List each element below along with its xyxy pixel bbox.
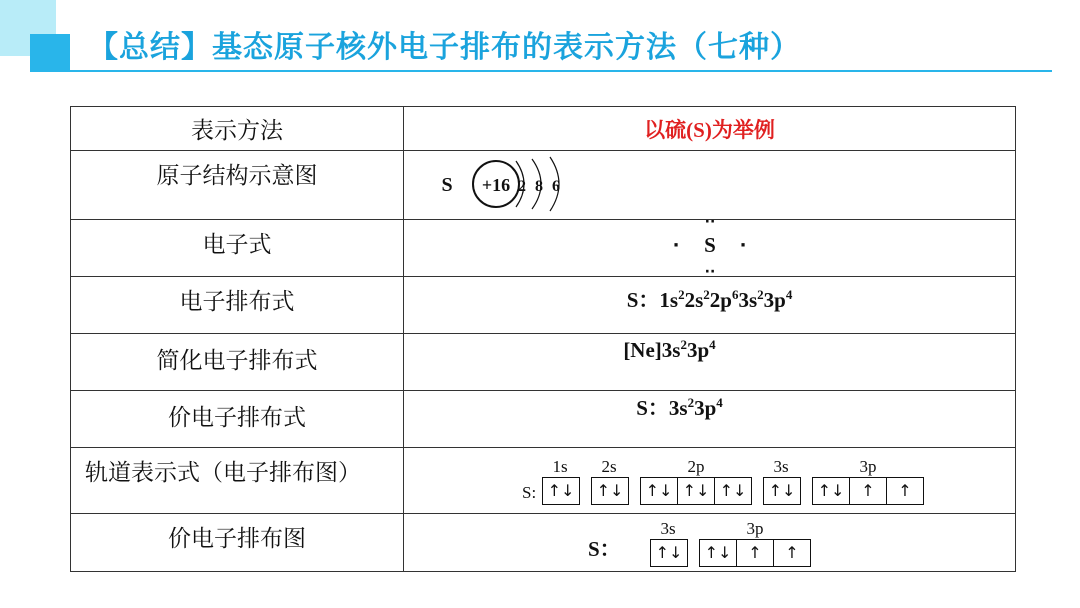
orbital-label: 2s xyxy=(601,456,617,476)
electron-count: 2 xyxy=(687,395,695,410)
element-symbol: S xyxy=(441,174,453,196)
example-cell xyxy=(404,391,1016,448)
config-terms xyxy=(669,396,723,420)
config-term: 3s xyxy=(661,337,681,362)
page-title: 【总结】基态原子核外电子排布的表示方法（七种） xyxy=(88,30,801,65)
orbital-box: ↑↓ xyxy=(645,481,673,500)
method-cell: 简化电子排布式 xyxy=(71,334,404,391)
example-cell xyxy=(404,334,1016,391)
orbital-group-2p xyxy=(640,456,752,505)
orbital-box: ↑↓ xyxy=(768,481,796,500)
electron-dot-formula xyxy=(404,220,1016,276)
electron-count: 2 xyxy=(703,287,710,302)
table-row xyxy=(71,151,1016,220)
method-cell: 价电子排布式 xyxy=(71,391,404,448)
table-row xyxy=(71,220,1016,277)
config-term: 3s xyxy=(738,288,758,312)
dot-left: · xyxy=(672,235,680,256)
table-row xyxy=(71,277,1016,334)
electron-count: 4 xyxy=(709,336,716,352)
orbital-box: ↑ xyxy=(773,540,810,566)
orbital-box: ↑ xyxy=(736,540,773,566)
title-underline xyxy=(70,70,1052,72)
orbital-group-2s xyxy=(591,456,629,505)
methods-table xyxy=(70,106,1016,572)
dots-bottom: ·· xyxy=(704,264,716,276)
method-cell: 电子排布式 xyxy=(71,277,404,334)
orbital-label: 3p xyxy=(746,518,764,538)
orbital-box: ↑↓ xyxy=(655,543,683,562)
config-terms xyxy=(659,288,792,312)
orbital-box: ↑↓ xyxy=(677,478,714,504)
table-row xyxy=(71,514,1016,572)
table-row xyxy=(71,391,1016,448)
config-terms xyxy=(662,338,716,362)
valence-configuration xyxy=(374,388,985,422)
orbital-prefix: S： xyxy=(588,536,621,561)
orbital-box: ↑ xyxy=(886,478,923,504)
table-row xyxy=(71,448,1016,514)
method-cell: 价电子排布图 xyxy=(71,514,404,572)
config-term: 2s xyxy=(684,288,704,312)
config-term: 1s xyxy=(659,288,679,312)
orbital-group-3p xyxy=(699,518,811,567)
example-cell xyxy=(404,277,1016,334)
orbital-label: 3s xyxy=(660,518,676,538)
orbital-group-3s xyxy=(763,456,801,505)
example-cell xyxy=(404,220,1016,277)
config-term: 3s xyxy=(668,396,688,420)
orbital-group-3s xyxy=(650,518,688,567)
valence-orbital-diagram xyxy=(404,515,1015,571)
config-term: 2p xyxy=(709,288,732,312)
orbital-label: 3s xyxy=(773,456,789,476)
method-cell: 电子式 xyxy=(71,220,404,277)
orbital-label: 2p xyxy=(687,456,705,476)
electron-count: 4 xyxy=(785,287,793,302)
orbital-group-3p xyxy=(812,456,924,505)
dot-symbol: S xyxy=(704,233,716,257)
electron-count: 4 xyxy=(716,395,723,410)
electron-count: 6 xyxy=(731,287,739,302)
noble-gas-core: [Ne] xyxy=(623,337,662,362)
example-cell xyxy=(404,151,1016,220)
condensed-configuration xyxy=(364,334,975,363)
orbital-box: ↑↓ xyxy=(547,481,575,500)
dot-right: · xyxy=(739,235,747,256)
example-cell xyxy=(404,448,1016,514)
config-term: 3p xyxy=(694,396,717,420)
method-cell: 原子结构示意图 xyxy=(71,151,404,220)
orbital-prefix: S: xyxy=(522,482,537,502)
orbital-box: ↑↓ xyxy=(817,481,845,500)
orbital-label: 3p xyxy=(859,456,877,476)
electron-count: 2 xyxy=(678,287,685,302)
header-example: 以硫(S)为举例 xyxy=(404,107,1016,151)
decor-square-blue xyxy=(30,34,70,72)
orbital-diagram xyxy=(404,449,1015,513)
shell-2-count: 8 xyxy=(535,178,543,195)
electron-configuration xyxy=(404,280,1015,314)
orbital-box: ↑↓ xyxy=(714,478,751,504)
header-method: 表示方法 xyxy=(71,107,404,151)
electron-count: 2 xyxy=(757,287,764,302)
example-cell xyxy=(404,514,1016,572)
table-row xyxy=(71,334,1016,391)
shell-1-count: 2 xyxy=(518,178,526,195)
atomic-structure-diagram xyxy=(404,151,1016,219)
method-cell: 轨道表示式（电子排布图） xyxy=(71,448,404,514)
config-term: 3p xyxy=(686,337,710,362)
orbital-label: 1s xyxy=(552,456,568,476)
dots-top: ·· xyxy=(704,220,716,230)
electron-count: 2 xyxy=(680,336,687,352)
orbital-box: ↑ xyxy=(849,478,886,504)
config-prefix: S： xyxy=(636,396,669,420)
orbital-box: ↑↓ xyxy=(596,481,624,500)
config-term: 3p xyxy=(763,288,786,312)
shell-3-count: 6 xyxy=(552,178,560,195)
nucleus-charge: +16 xyxy=(481,175,511,195)
orbital-box: ↑↓ xyxy=(704,543,732,562)
table-header-row xyxy=(71,107,1016,151)
orbital-group-1s xyxy=(542,456,580,505)
config-prefix: S： xyxy=(626,288,660,312)
